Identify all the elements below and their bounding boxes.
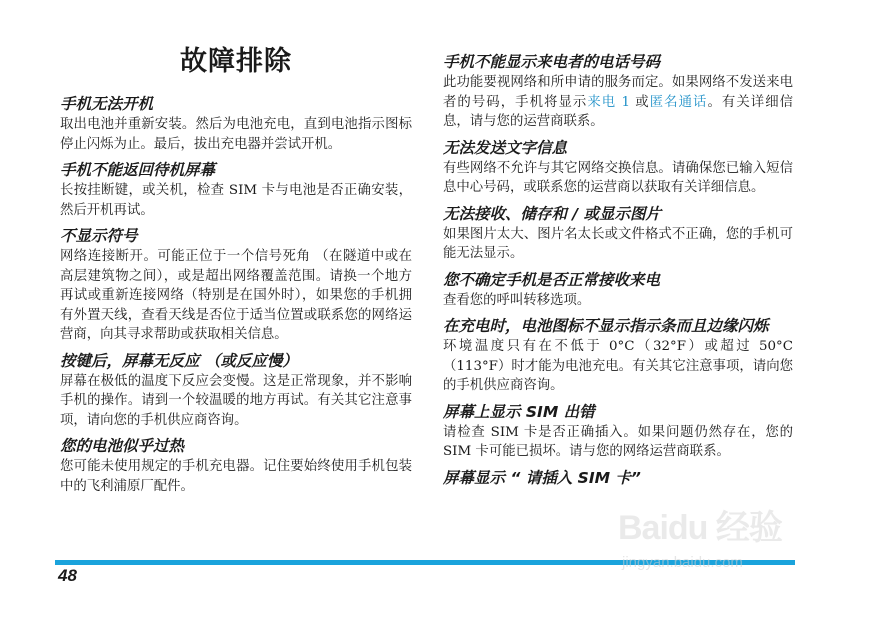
section-slow-screen <box>60 351 412 431</box>
page-title: 故障排除 <box>180 46 292 77</box>
section-body: 请检查 SIM 卡是否正确插入。如果问题仍然存在，您的 SIM 卡可能已损坏。请与您的网络运营商联系。 <box>443 424 793 459</box>
section-heading: 您的电池似乎过热 <box>60 437 185 455</box>
section-no-standby <box>60 160 412 220</box>
watermark-url: jingyan.baidu.com <box>622 554 743 571</box>
section-body: 环境温度只有在不低于 0°C（32°F）或超过 50°C（113°F）时才能为电池充电。有关其它注意事项，请向您的手机供应商咨询。 <box>443 339 793 393</box>
body-text: 此功能要视网络和所申请的服务而定。如果网络不发送来电者的号码，手机将显示 <box>443 75 793 110</box>
section-body: 您可能未使用规定的手机充电器。记住要始终使用手机包装中的飞利浦原厂配件。 <box>60 459 412 494</box>
section-heading: 手机无法开机 <box>60 95 154 113</box>
section-heading: 您不确定手机是否正常接收来电 <box>443 270 661 289</box>
section-body: 网络连接断开。可能正位于一个信号死角 （在隧道中或在高层建筑物之间），或是超出网络覆盖范围。请换一个地方再试或重新连接网络（特别是在国外时），如果您的手机拥有外置天线，查看天线是否位于适当位置或联系您的网络运营商，向其寻求帮助或获取相关信息。 <box>60 249 412 342</box>
body-text: 或 <box>630 94 650 110</box>
section-heading: 在充电时，电池图标不显示指示条而且边缘闪烁 <box>443 317 769 335</box>
body-text: 。有关详细信息，请与您的运营商联系。 <box>443 94 794 129</box>
section-charging-icon <box>443 316 793 396</box>
section-body: 长按挂断键，或关机，检查 SIM 卡与电池是否正确安装，然后开机再试。 <box>60 183 412 218</box>
page-number: 48 <box>58 566 77 585</box>
section-heading-insert-sim: 屏幕显示 “ 请插入 SIM 卡” <box>443 468 641 487</box>
section-heading: 手机不能显示来电者的电话号码 <box>443 53 661 71</box>
footer-rule <box>55 560 795 565</box>
section-heading: 按键后，屏幕无反应 （或反应慢） <box>60 351 298 370</box>
section-no-symbol <box>60 226 412 345</box>
section-no-images <box>443 204 793 264</box>
section-body <box>443 73 793 132</box>
section-body: 有些网络不允许与其它网络交换信息。请确保您已输入短信息中心号码，或联系您的运营商以获取有关详细信息。 <box>443 160 793 195</box>
section-caller-id <box>443 52 793 132</box>
section-incoming-calls <box>443 270 793 311</box>
section-heading: 无法接收、储存和 / 或显示图片 <box>443 204 661 223</box>
section-no-power-on <box>60 94 412 154</box>
section-heading: 手机不能返回待机屏幕 <box>60 161 216 179</box>
highlight-term: 匿名通话 <box>649 94 708 110</box>
left-column <box>60 44 412 496</box>
section-heading: 无法发送文字信息 <box>443 138 568 157</box>
right-column <box>443 52 793 489</box>
section-battery-hot <box>60 436 412 496</box>
section-body: 屏幕在极低的温度下反应会变慢。这是正常现象，并不影响手机的操作。请到一个较温暖的地方再试。有关其它注意事项，请向您的手机供应商咨询。 <box>60 373 412 428</box>
section-body: 取出电池并重新安装。然后为电池充电，直到电池指示图标停止闪烁为止。最后，拔出充电器并尝试开机。 <box>60 117 412 152</box>
section-body: 如果图片太大、图片名太长或文件格式不正确，您的手机可能无法显示。 <box>443 226 793 261</box>
highlight-term: 来电 1 <box>587 94 630 110</box>
section-no-send-sms <box>443 138 793 198</box>
watermark-brand: Baidu 经验 <box>618 509 782 547</box>
section-body: 查看您的呼叫转移选项。 <box>443 292 591 308</box>
section-sim-error <box>443 402 793 462</box>
section-heading: 不显示符号 <box>60 227 138 245</box>
watermark <box>600 500 800 582</box>
section-heading: 屏幕上显示 SIM 出错 <box>443 402 595 421</box>
